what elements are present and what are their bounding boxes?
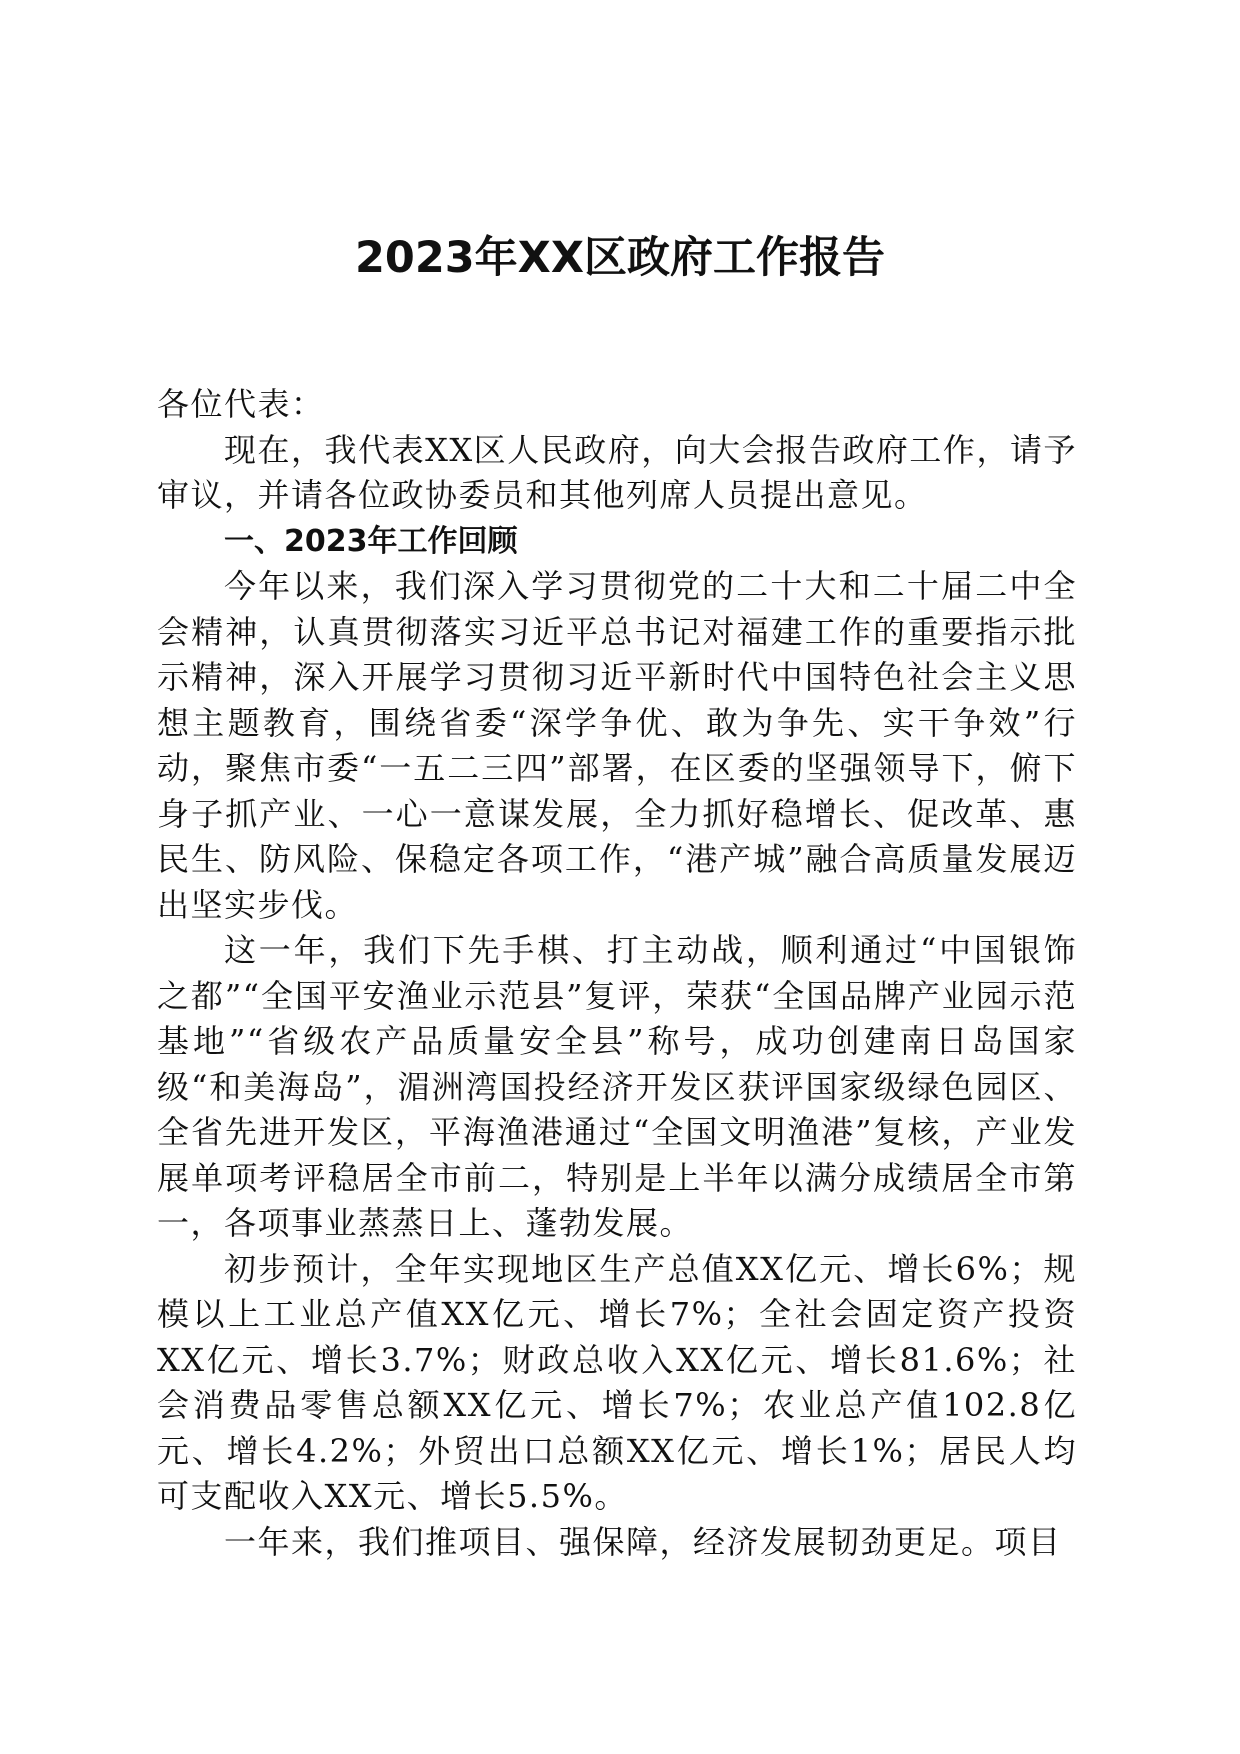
- paragraph: 一年来，我们推项目、强保障，经济发展韧劲更足。项目: [224, 1522, 1062, 1561]
- salutation: 各位代表：: [157, 385, 325, 423]
- document-title: 2023年XX区政府工作报告: [355, 233, 885, 283]
- paragraph: 这一年，我们下先手棋、打主动战，顺利通过“中国银饰之都”“全国平安渔业示范县”复评，荣获“全国品牌产业园示范基地”“省级农产品质量安全县”称号，成功创建南日岛国家级“和美海岛”，湄洲湾国投经济开发区获评国家级绿色园区、全省先进开发区，平海渔港通过“全国文明渔港”复核，产业发展单项考评稳居全市前二，特别是上半年以满分成绩居全市第一，各项事业蒸蒸日上、蓬勃发展。: [157, 931, 1077, 1242]
- paragraph: 初步预计，全年实现地区生产总值XX亿元、增长6%；规模以上工业总产值XX亿元、增长7%；全社会固定资产投资XX亿元、增长3.7%；财政总收入XX亿元、增长81.6%；社会消费品零售总额XX亿元、增长7%；农业总产值102.8亿元、增长4.2%；外贸出口总额XX亿元、增长1%；居民人均可支配收入XX元、增长5.5%。: [157, 1249, 1077, 1515]
- document-body: [157, 382, 1077, 1565]
- paragraph: 今年以来，我们深入学习贯彻党的二十大和二十届二中全会精神，认真贯彻落实习近平总书记对福建工作的重要指示批示精神，深入开展学习贯彻习近平新时代中国特色社会主义思想主题教育，围绕省委“深学争优、敢为争先、实干争效”行动，聚焦市委“一五二三四”部署，在区委的坚强领导下，俯下身子抓产业、一心一意谋发展，全力抓好稳增长、促改革、惠民生、防风险、保稳定各项工作，“港产城”融合高质量发展迈出坚实步伐。: [157, 567, 1077, 924]
- intro-paragraph: 现在，我代表XX区人民政府，向大会报告政府工作，请予审议，并请各位政协委员和其他列席人员提出意见。: [157, 430, 1077, 514]
- section-heading: 一、2023年工作回顾: [224, 523, 518, 559]
